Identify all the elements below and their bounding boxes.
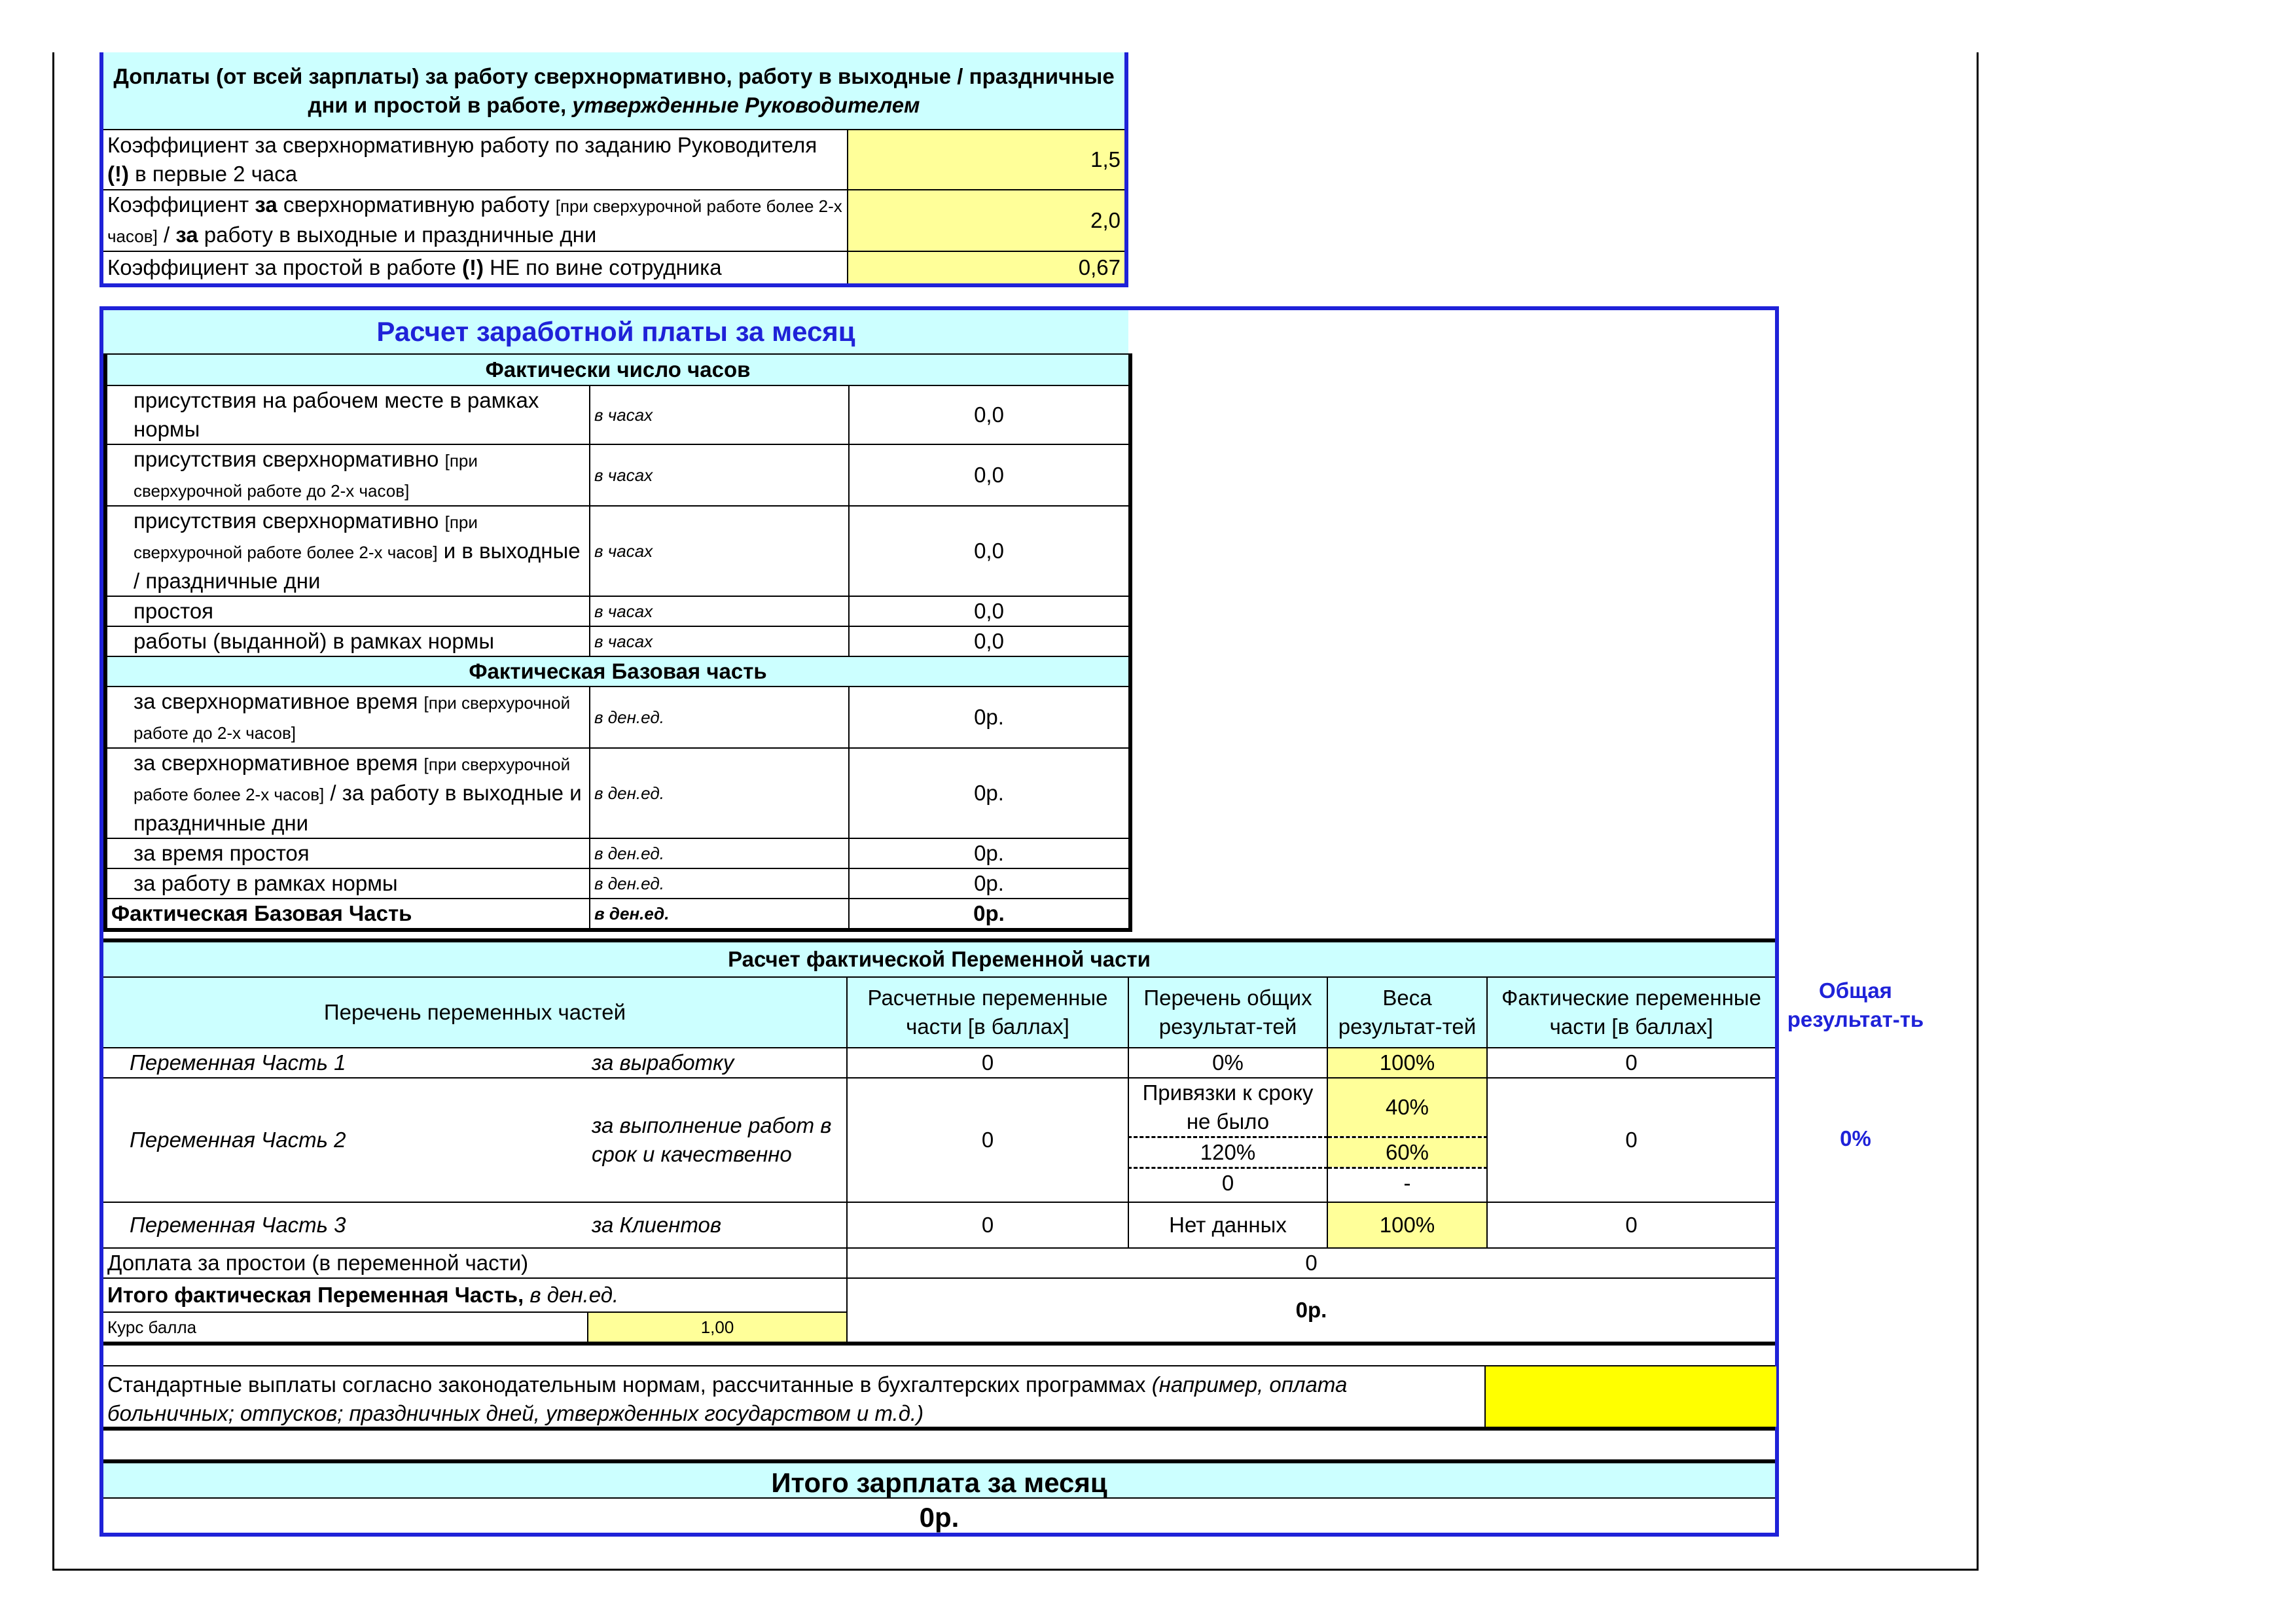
- hours-row-unit: в часах: [590, 444, 849, 506]
- base-row-unit: в ден.ед.: [590, 868, 849, 899]
- base-total-value: 0р.: [849, 899, 1130, 930]
- hours-row: [105, 506, 1130, 596]
- variable-result: 120%: [1128, 1137, 1327, 1168]
- variable-result: 0%: [1128, 1048, 1327, 1078]
- coefficients-header-text: Доплаты (от всей зарплаты) за работу сверхнормативно, работу в выходные / праздничные дни и простой в работе,: [113, 63, 1115, 117]
- hours-row-value: 0,0: [849, 444, 1130, 506]
- grand-total-header: Итого зарплата за месяц: [103, 1459, 1775, 1499]
- base-total-unit: в ден.ед.: [590, 899, 849, 930]
- base-row: [105, 868, 1130, 899]
- col-weights: Веса результат-тей: [1327, 977, 1487, 1048]
- variable-result: Привязки к сроку не было: [1128, 1078, 1327, 1137]
- variable-row: [103, 1048, 1775, 1078]
- variable-weight[interactable]: 100%: [1327, 1202, 1487, 1248]
- hours-row: [105, 385, 1130, 444]
- base-row-unit: в ден.ед.: [590, 687, 849, 748]
- hours-row-label: присутствия на рабочем месте в рамках нормы: [105, 385, 590, 444]
- variable-calc: 0: [847, 1078, 1128, 1202]
- variable-name: Переменная Часть 2: [103, 1078, 588, 1202]
- hours-header: Фактически число часов: [105, 354, 1130, 385]
- hours-row-label: работы (выданной) в рамках нормы: [105, 626, 590, 656]
- variable-desc: за выполнение работ в срок и качественно: [588, 1078, 847, 1202]
- hours-row-label: простоя: [105, 596, 590, 626]
- base-total-label: Фактическая Базовая Часть: [105, 899, 590, 930]
- variable-name: Переменная Часть 1: [103, 1048, 588, 1078]
- base-row: [105, 838, 1130, 868]
- idle-label: Доплата за простои (в переменной части): [103, 1248, 847, 1278]
- variable-result: 0: [1128, 1168, 1327, 1202]
- base-row: [105, 748, 1130, 838]
- hours-row-value: 0,0: [849, 626, 1130, 656]
- page-frame-bottom: [52, 1569, 1979, 1571]
- base-row: [105, 687, 1130, 748]
- base-row-value: 0р.: [849, 838, 1130, 868]
- hours-row-label: присутствия сверхнормативно [при сверхурочной работе более 2-х часов] и в выходные / праздничные дни: [105, 506, 590, 596]
- base-row-value: 0р.: [849, 748, 1130, 838]
- base-row-value: 0р.: [849, 687, 1130, 748]
- hours-row-value: 0,0: [849, 596, 1130, 626]
- variable-weight[interactable]: 100%: [1327, 1048, 1487, 1078]
- hours-row-unit: в часах: [590, 506, 849, 596]
- idle-value: 0: [847, 1248, 1775, 1278]
- coefficient-value[interactable]: 1,5: [848, 130, 1126, 190]
- coefficient-value[interactable]: 2,0: [848, 190, 1126, 251]
- coefficient-label: Коэффициент за простой в работе (!) НЕ по вине сотрудника: [101, 251, 848, 285]
- base-row-label: за сверхнормативное время [при сверхурочной работе более 2-х часов] / за работу в выходные и праздничные дни: [105, 748, 590, 838]
- coefficients-header: [101, 52, 1126, 130]
- variable-header: Расчет фактической Переменной части: [103, 940, 1775, 977]
- base-row-label: за сверхнормативное время [при сверхурочной работе до 2-х часов]: [105, 687, 590, 748]
- page-frame-right: [1977, 52, 1979, 1571]
- hours-row-unit: в часах: [590, 385, 849, 444]
- col-results: Перечень общих результат-тей: [1128, 977, 1327, 1048]
- base-row-unit: в ден.ед.: [590, 748, 849, 838]
- coefficient-row: [101, 190, 1126, 251]
- col-fact-parts: Фактические переменные части [в баллах]: [1487, 977, 1775, 1048]
- variable-total-row: [103, 1278, 1775, 1312]
- variable-fact: 0: [1487, 1048, 1775, 1078]
- page-frame-left: [52, 52, 54, 1571]
- variable-desc: за Клиентов: [588, 1202, 847, 1248]
- base-row-label: за время простоя: [105, 838, 590, 868]
- hours-row-unit: в часах: [590, 596, 849, 626]
- base-header: Фактическая Базовая часть: [105, 656, 1130, 687]
- variable-total-label: Итого фактическая Переменная Часть, в ден.ед.: [103, 1278, 847, 1312]
- coefficient-row: [101, 251, 1126, 285]
- variable-row: [103, 1202, 1775, 1248]
- coefficients-header-italic: утвержденные Руководителем: [572, 92, 920, 117]
- variable-table: [103, 938, 1775, 1346]
- standard-payments-input[interactable]: [1484, 1366, 1776, 1427]
- hours-row: [105, 626, 1130, 656]
- base-row-unit: в ден.ед.: [590, 838, 849, 868]
- coefficients-box: [99, 52, 1124, 287]
- rate-label: Курс балла: [103, 1312, 588, 1344]
- variable-calc: 0: [847, 1202, 1128, 1248]
- base-total-row: [105, 899, 1130, 930]
- salary-title: Расчет заработной платы за месяц: [103, 310, 1128, 355]
- hours-row-value: 0,0: [849, 506, 1130, 596]
- variable-name: Переменная Часть 3: [103, 1202, 588, 1248]
- variable-fact: 0: [1487, 1078, 1775, 1202]
- hours-row: [105, 444, 1130, 506]
- hours-row-label: присутствия сверхнормативно [при сверхурочной работе до 2-х часов]: [105, 444, 590, 506]
- variable-weight[interactable]: 60%: [1327, 1137, 1487, 1168]
- variable-weight[interactable]: 40%: [1327, 1078, 1487, 1137]
- hours-row-unit: в часах: [590, 626, 849, 656]
- hours-row: [105, 596, 1130, 626]
- overall-result-label: Общая результат-ть: [1787, 978, 1924, 1031]
- variable-total-value: 0р.: [847, 1278, 1775, 1344]
- variable-weight: -: [1327, 1168, 1487, 1202]
- grand-total-value: 0р.: [919, 1502, 960, 1533]
- idle-row: [103, 1248, 1775, 1278]
- variable-desc: за выработку: [588, 1048, 847, 1078]
- base-row-value: 0р.: [849, 868, 1130, 899]
- variable-fact: 0: [1487, 1202, 1775, 1248]
- col-variable-list: Перечень переменных частей: [103, 977, 847, 1048]
- variable-calc: 0: [847, 1048, 1128, 1078]
- overall-result-value: 0%: [1840, 1126, 1871, 1150]
- coefficient-label: Коэффициент за сверхнормативную работу по заданию Руководителя (!) в первые 2 часа: [101, 130, 848, 190]
- variable-result: Нет данных: [1128, 1202, 1327, 1248]
- coefficient-value[interactable]: 0,67: [848, 251, 1126, 285]
- hours-base-table: [103, 353, 1132, 932]
- salary-section: [99, 306, 1779, 1537]
- standard-payments-text: Стандартные выплаты согласно законодательным нормам, рассчитанные в бухгалтерских программах (например, оплата больничных; отпусков; праздничных дней, утвержденных государством и т.д.): [107, 1372, 1348, 1425]
- hours-row-value: 0,0: [849, 385, 1130, 444]
- variable-row: [103, 1078, 1775, 1137]
- coefficient-row: [101, 130, 1126, 190]
- standard-payments-row: [103, 1365, 1775, 1431]
- coefficient-label: Коэффициент за сверхнормативную работу [при сверхурочной работе более 2-х часов] / за работу в выходные и праздничные дни: [101, 190, 848, 251]
- rate-value[interactable]: 1,00: [588, 1312, 847, 1344]
- col-calc-parts: Расчетные переменные части [в баллах]: [847, 977, 1128, 1048]
- base-row-label: за работу в рамках нормы: [105, 868, 590, 899]
